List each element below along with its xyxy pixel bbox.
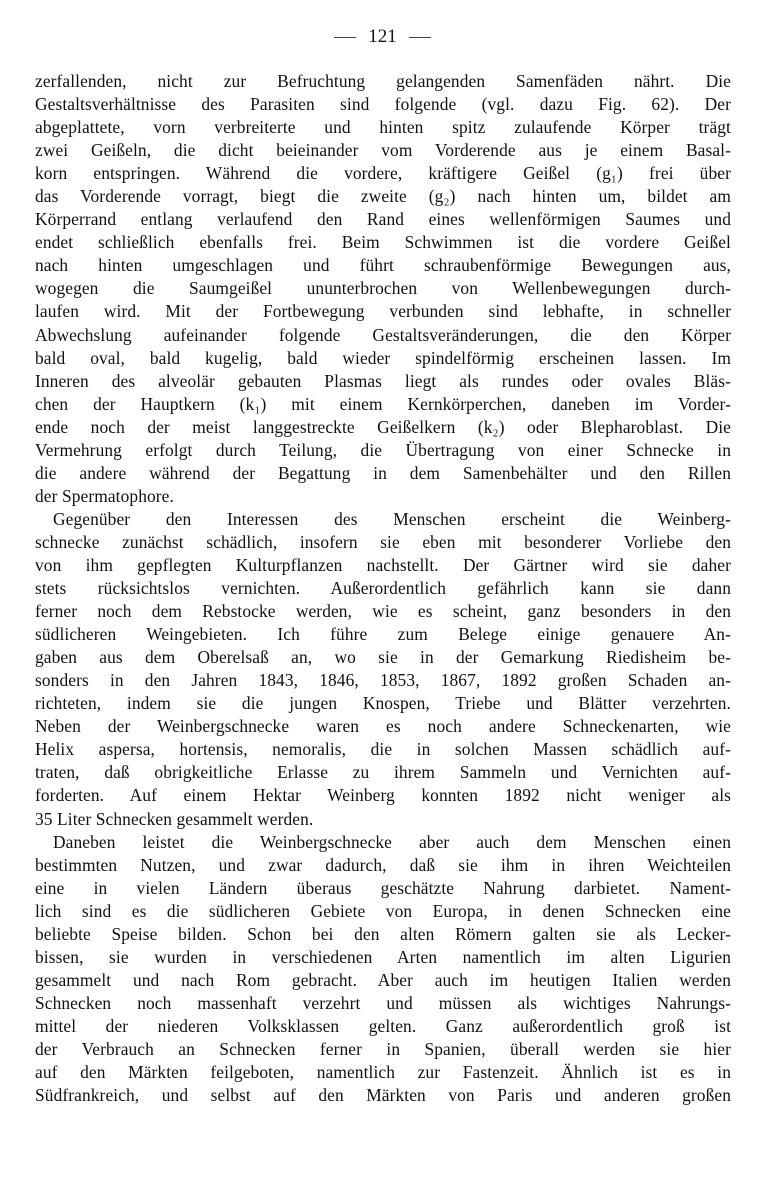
text-line: von ihm gepflegten Kulturpflanzen nachstellt. Der Gärtner wird sie daher: [35, 554, 731, 575]
text-line: Körperrand entlang verlaufend den Rand eines wellenförmigen Saumes und: [35, 209, 731, 230]
text-line: die andere während der Begattung in dem Samenbehälter und den Rillen: [35, 462, 731, 483]
text-line: ende noch der meist langgestreckte Geißelkern (k₂) oder Blepharoblast. Die: [35, 416, 731, 437]
text-line: nach hinten umgeschlagen und führt schraubenförmige Bewegungen aus,: [35, 255, 731, 276]
text-line: Südfrankreich, und selbst auf den Märkten von Paris und anderen großen: [35, 1085, 731, 1106]
text-line: bestimmten Nutzen, und zwar dadurch, daß sie ihm in ihren Weichteilen: [35, 854, 731, 875]
text-line: beliebte Speise bilden. Schon bei den alten Römern galten sie als Lecker-: [35, 923, 731, 944]
text-line: Vermehrung erfolgt durch Teilung, die Übertragung von einer Schnecke in: [35, 439, 731, 460]
text-line: gesammelt und nach Rom gebracht. Aber auch im heutigen Italien werden: [35, 969, 731, 990]
text-line: zerfallenden, nicht zur Befruchtung gelangenden Samenfäden nährt. Die: [35, 71, 731, 91]
text-line: 35 Liter Schnecken gesammelt werden.: [35, 808, 314, 829]
dash-right: [409, 37, 431, 38]
text-line: stets rücksichtslos vernichten. Außerordentlich gefährlich kann sie dann: [35, 578, 731, 599]
paragraph: [35, 70, 731, 508]
text-line: sonders in den Jahren 1843, 1846, 1853, 1867, 1892 großen Schaden an-: [35, 670, 731, 691]
text-line: chen der Hauptkern (k₁) mit einem Kernkörperchen, daneben im Vorder-: [35, 393, 731, 414]
text-line: der Verbrauch an Schnecken ferner in Spanien, überall werden sie hier: [35, 1038, 731, 1059]
text-line: auf den Märkten feilgeboten, namentlich zur Fastenzeit. Ähnlich ist es in: [35, 1062, 731, 1083]
dash-left: [334, 37, 356, 38]
text-line: laufen wird. Mit der Fortbewegung verbunden sind lebhafte, in schneller: [35, 301, 731, 322]
text-line: forderten. Auf einem Hektar Weinberg konnten 1892 nicht weniger als: [35, 785, 731, 806]
body-text: [35, 70, 731, 1107]
text-line: lich sind es die südlicheren Gebiete von Europa, in denen Schnecken eine: [35, 900, 731, 921]
text-line: Neben der Weinbergschnecke waren es noch andere Schneckenarten, wie: [35, 716, 731, 737]
text-line: wogegen die Saumgeißel ununterbrochen von Wellenbewegungen durch-: [35, 278, 731, 299]
text-line: Daneben leistet die Weinbergschnecke aber auch dem Menschen einen: [53, 831, 731, 852]
page-number: [0, 26, 765, 48]
text-line: gaben aus dem Oberelsaß an, wo sie in der Gemarkung Riedisheim be-: [35, 647, 731, 668]
paragraph: [35, 508, 731, 831]
text-line: der Spermatophore.: [35, 485, 174, 506]
text-line: bissen, sie wurden in verschiedenen Arten namentlich im alten Ligurien: [35, 946, 731, 967]
text-line: schnecke zunächst schädlich, insofern sie eben mit besonderer Vorliebe den: [35, 531, 731, 552]
text-line: richteten, indem sie die jungen Knospen, Triebe und Blätter verzehrten.: [35, 693, 731, 714]
text-line: endet schließlich ebenfalls frei. Beim Schwimmen ist die vordere Geißel: [35, 232, 731, 253]
text-line: Schnecken noch massenhaft verzehrt und müssen als wichtiges Nahrungs-: [35, 992, 731, 1013]
text-line: ferner noch dem Rebstocke werden, wie es scheint, ganz besonders in den: [35, 601, 731, 622]
text-line: Gestaltsverhältnisse des Parasiten sind folgende (vgl. dazu Fig. 62). Der: [35, 94, 731, 115]
text-line: abgeplattete, vorn verbreiterte und hinten spitz zulaufende Körper trägt: [35, 117, 731, 138]
text-line: mittel der niederen Volksklassen gelten. Ganz außerordentlich groß ist: [35, 1015, 731, 1036]
text-line: Inneren des alveolär gebauten Plasmas liegt als rundes oder ovales Bläs-: [35, 370, 731, 391]
paragraph: [35, 831, 731, 1108]
text-line: südlicheren Weingebieten. Ich führe zum Belege einige genauere An-: [35, 624, 731, 645]
text-line: das Vorderende vorragt, biegt die zweite (g₂) nach hinten um, bildet am: [35, 186, 731, 207]
text-line: Gegenüber den Interessen des Menschen erscheint die Weinberg-: [53, 508, 731, 529]
text-line: Helix aspersa, hortensis, nemoralis, die in solchen Massen schädlich auf-: [35, 739, 731, 760]
text-line: korn entspringen. Während die vordere, kräftigere Geißel (g₁) frei über: [35, 163, 731, 184]
text-line: Abwechslung aufeinander folgende Gestaltsveränderungen, die den Körper: [35, 324, 731, 345]
text-line: eine in vielen Ländern überaus geschätzte Nahrung darbietet. Nament-: [35, 877, 731, 898]
text-line: bald oval, bald kugelig, bald wieder spindelförmig erscheinen lassen. Im: [35, 347, 731, 368]
text-line: traten, daß obrigkeitliche Erlasse zu ihrem Sammeln und Vernichten auf-: [35, 762, 731, 783]
page-number-text: 121: [368, 26, 397, 47]
text-line: zwei Geißeln, die dicht beieinander vom Vorderende aus je einem Basal-: [35, 140, 731, 161]
